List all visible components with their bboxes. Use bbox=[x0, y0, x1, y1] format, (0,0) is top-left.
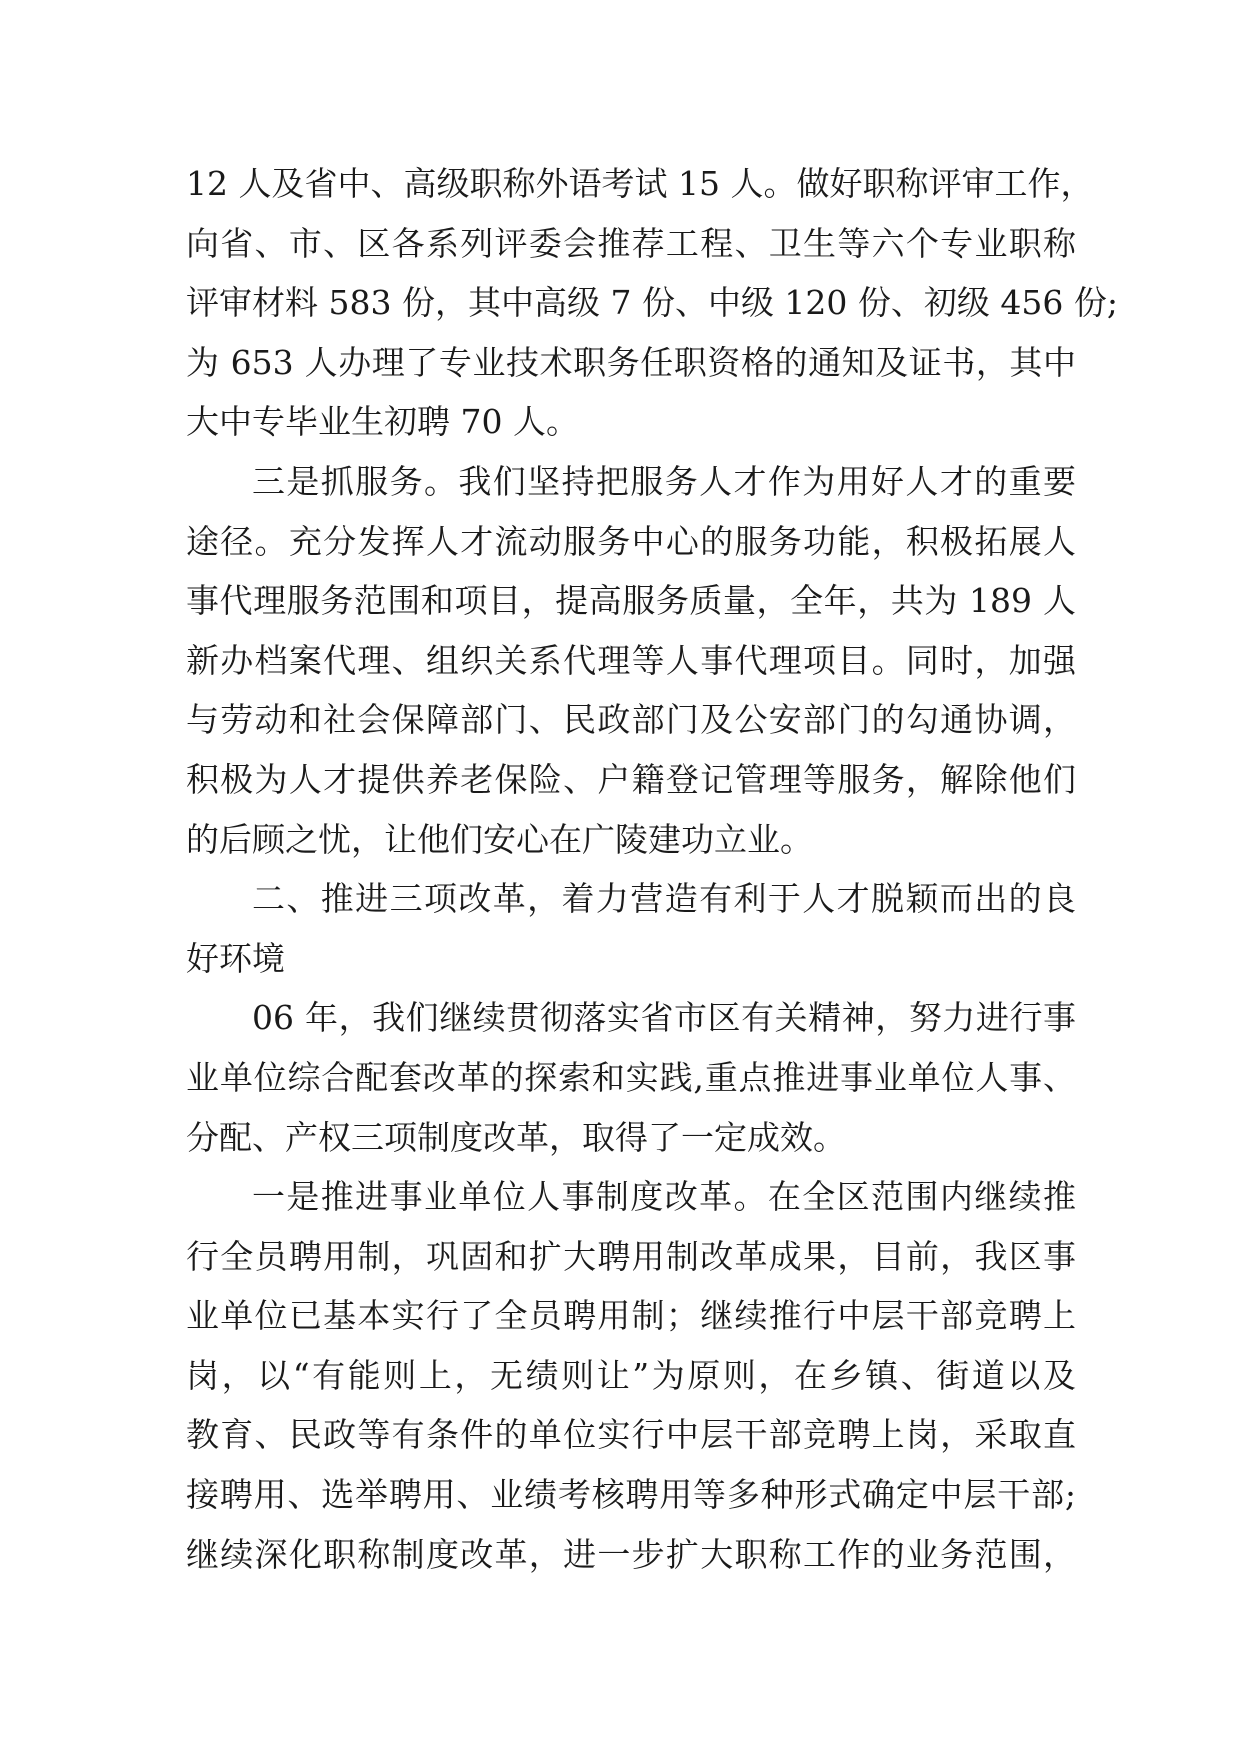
paragraph-line: 业单位综合配套改革的探索和实践,重点推进事业单位人事、 bbox=[186, 1057, 1076, 1097]
paragraph-line: 一是推进事业单位人事制度改革。在全区范围内继续推 bbox=[252, 1177, 1076, 1217]
paragraph-line: 积极为人才提供养老保险、户籍登记管理等服务，解除他们 bbox=[186, 759, 1076, 799]
paragraph-line: 与劳动和社会保障部门、民政部门及公安部门的勾通协调， bbox=[186, 700, 1076, 740]
paragraph-line: 途径。充分发挥人才流动服务中心的服务功能，积极拓展人 bbox=[186, 521, 1076, 561]
section-heading-line: 好环境 bbox=[186, 938, 285, 978]
paragraph-line: 新办档案代理、组织关系代理等人事代理项目。同时，加强 bbox=[186, 640, 1076, 680]
section-heading-line: 二、推进三项改革，着力营造有利于人才脱颖而出的良 bbox=[252, 879, 1076, 919]
paragraph-line: 分配、产权三项制度改革，取得了一定成效。 bbox=[186, 1117, 846, 1157]
paragraph-line: 向省、市、区各系列评委会推荐工程、卫生等六个专业职称 bbox=[186, 223, 1076, 263]
paragraph-line: 06 年，我们继续贯彻落实省市区有关精神，努力进行事 bbox=[252, 998, 1076, 1038]
paragraph-line: 的后顾之忧，让他们安心在广陵建功立业。 bbox=[186, 819, 813, 859]
paragraph-line: 业单位已基本实行了全员聘用制；继续推行中层干部竞聘上 bbox=[186, 1296, 1076, 1336]
paragraph-line: 行全员聘用制，巩固和扩大聘用制改革成果，目前，我区事 bbox=[186, 1236, 1076, 1276]
paragraph-line: 继续深化职称制度改革，进一步扩大职称工作的业务范围， bbox=[186, 1534, 1076, 1574]
paragraph-line: 大中专毕业生初聘 70 人。 bbox=[186, 402, 579, 442]
paragraph-line: 接聘用、选举聘用、业绩考核聘用等多种形式确定中层干部; bbox=[186, 1475, 1076, 1515]
document-body bbox=[186, 154, 1118, 1584]
paragraph-line: 教育、民政等有条件的单位实行中层干部竞聘上岗，采取直 bbox=[186, 1415, 1076, 1455]
paragraph-line: 12 人及省中、高级职称外语考试 15 人。做好职称评审工作， bbox=[186, 164, 1094, 203]
paragraph-line: 评审材料 583 份，其中高级 7 份、中级 120 份、初级 456 份; bbox=[186, 283, 1118, 323]
paragraph-line: 岗，以“有能则上，无绩则让”为原则，在乡镇、街道以及 bbox=[186, 1355, 1076, 1395]
paragraph-line: 为 653 人办理了专业技术职务任职资格的通知及证书，其中 bbox=[186, 342, 1076, 382]
paragraph-line: 事代理服务范围和项目，提高服务质量，全年，共为 189 人 bbox=[186, 581, 1076, 621]
paragraph-line: 三是抓服务。我们坚持把服务人才作为用好人才的重要 bbox=[252, 461, 1076, 501]
